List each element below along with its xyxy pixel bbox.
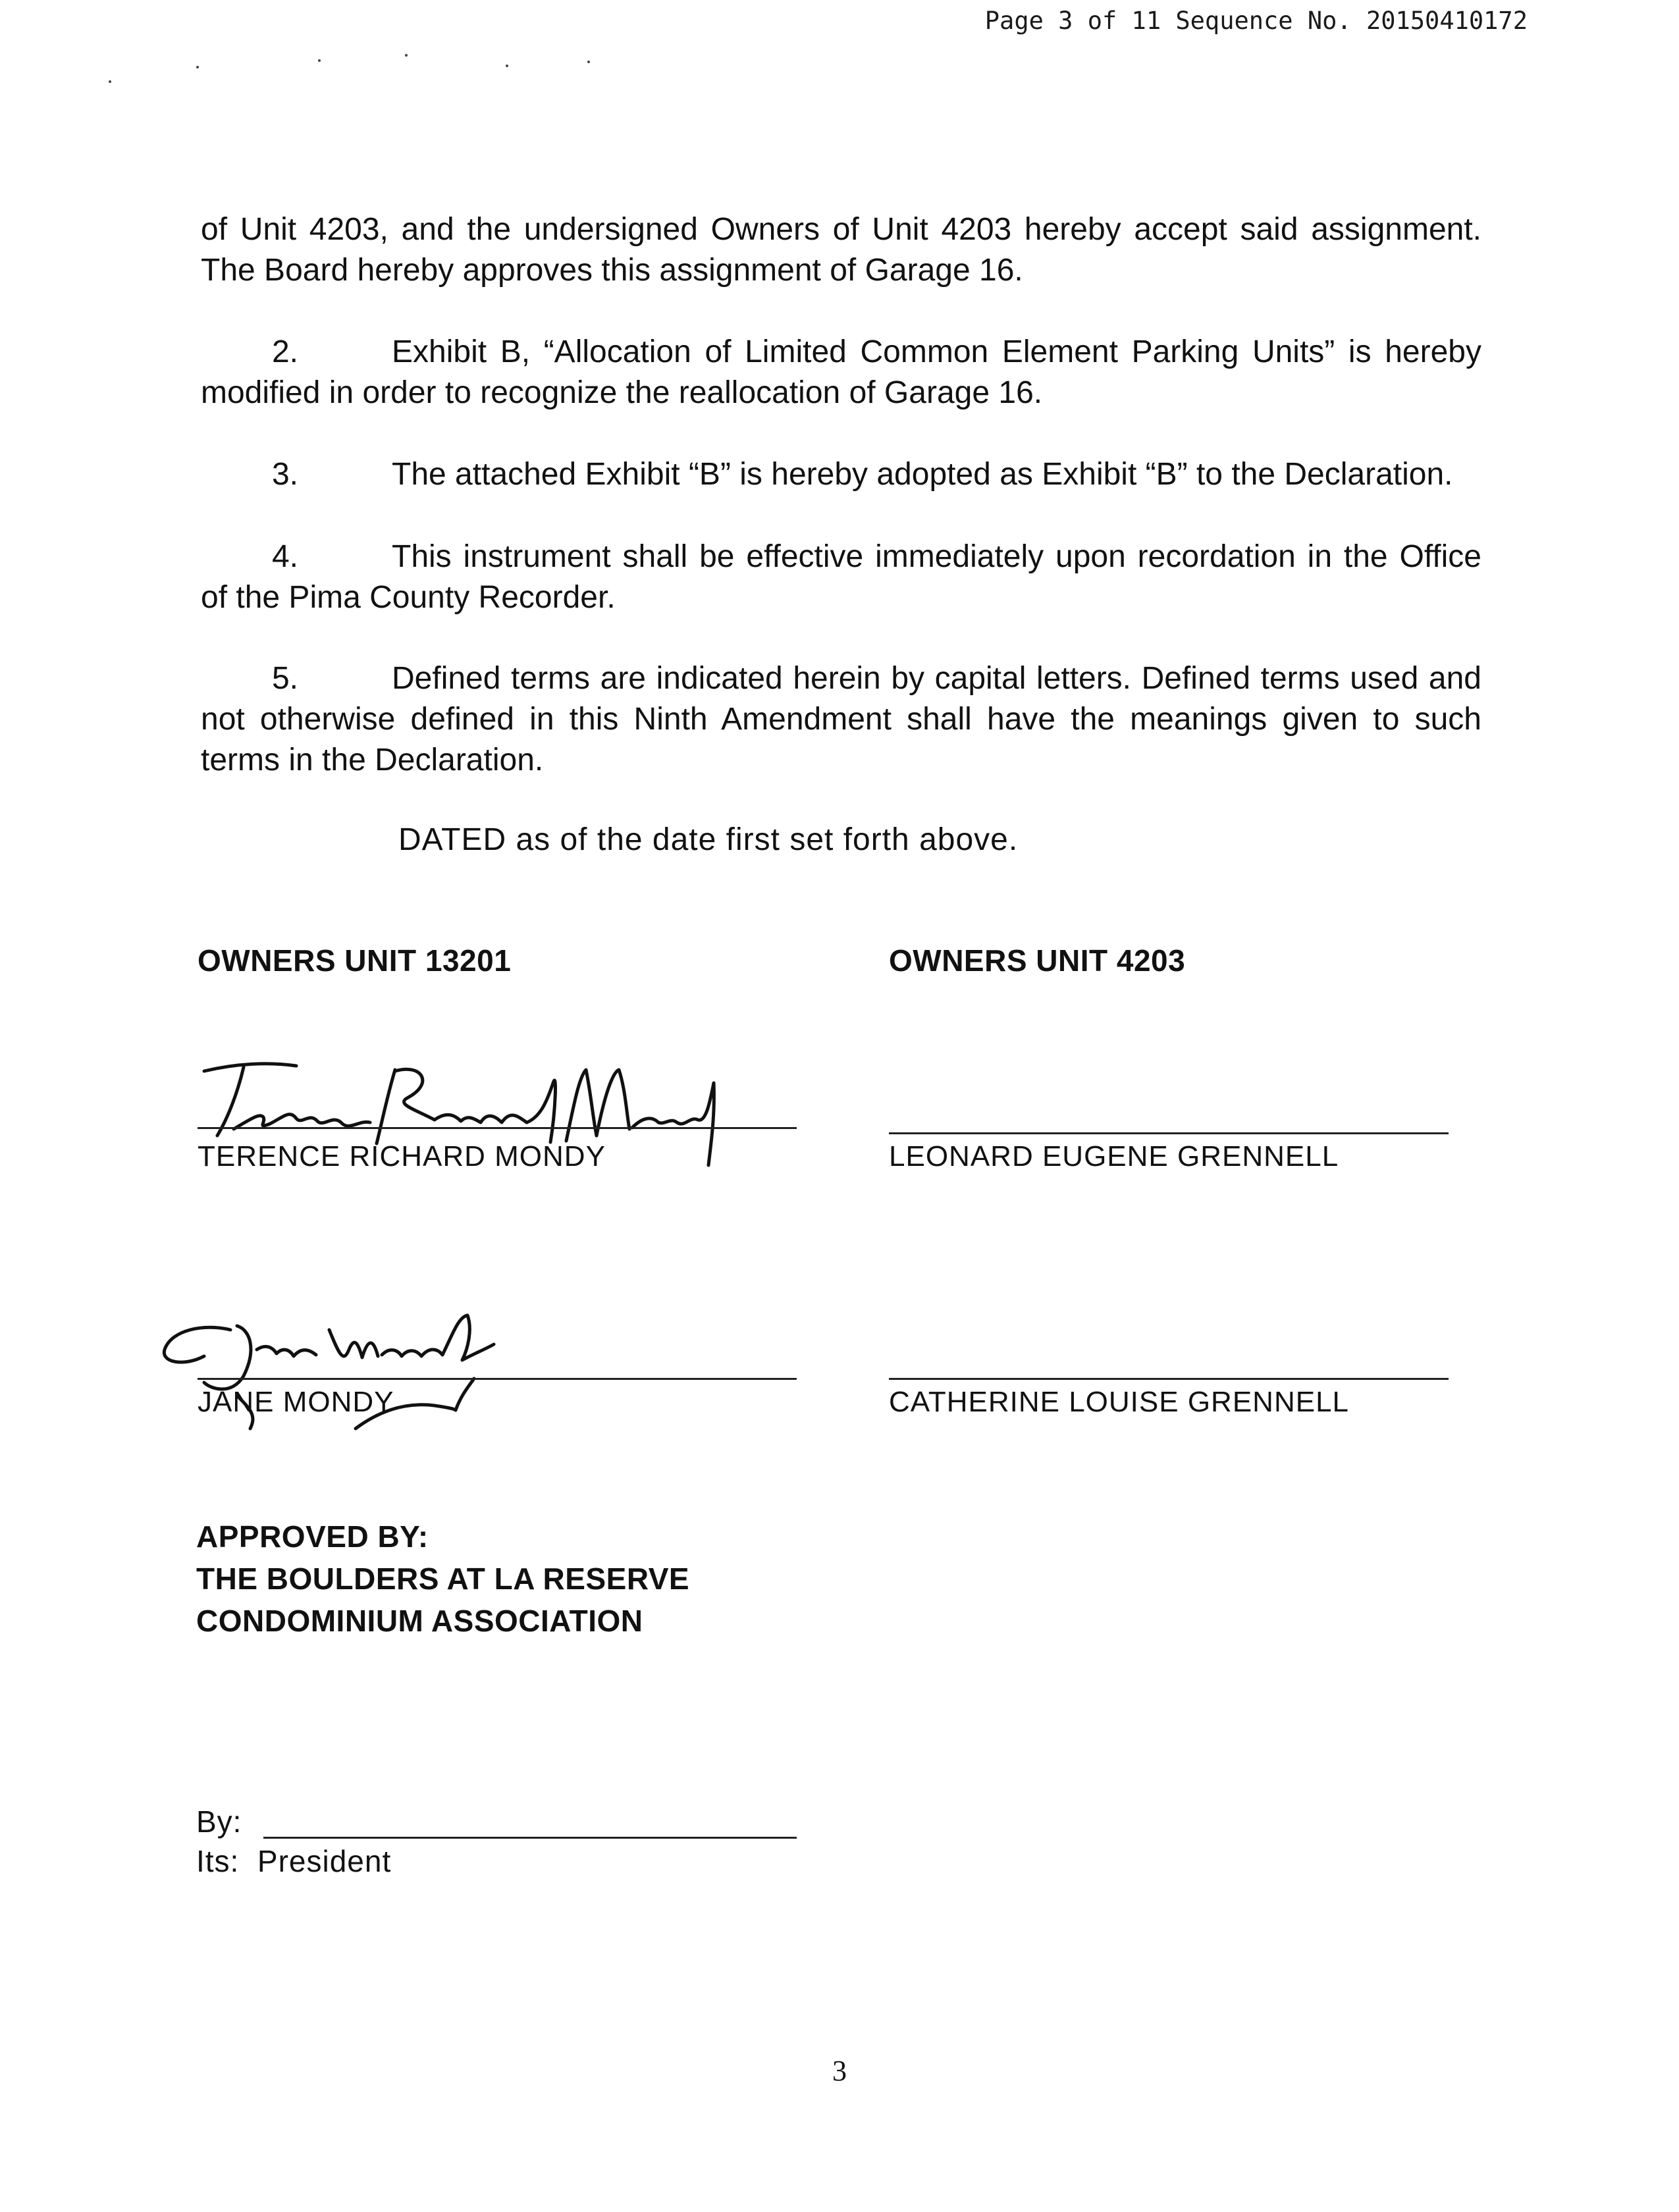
dated-statement: DATED as of the date first set forth above. xyxy=(398,822,1019,857)
jane-mondy-signature xyxy=(158,1310,579,1442)
paragraph-5 xyxy=(201,658,1481,781)
its-president-label: Its: President xyxy=(196,1844,392,1878)
page-sequence-header: Page 3 of 11 Sequence No. 20150410172 xyxy=(984,7,1528,35)
leonard-signature-line xyxy=(889,1132,1449,1134)
jane-signature-line xyxy=(198,1378,797,1380)
paragraph-5-number: 5. xyxy=(271,661,298,696)
paragraph-4-text: This instrument shall be effective immediately upon recordation in the Office of the Pima County Recorder. xyxy=(201,539,1481,615)
scan-speck xyxy=(587,61,590,63)
paragraph-4 xyxy=(201,537,1481,618)
paragraph-3 xyxy=(201,454,1481,495)
paragraph-2 xyxy=(201,332,1481,413)
paragraph-4-number: 4. xyxy=(271,539,298,574)
paragraph-2-text: Exhibit B, “Allocation of Limited Common Element Parking Units” is hereby modified in order to recognize the reallocation of Garage 16. xyxy=(201,334,1481,410)
paragraph-3-number: 3. xyxy=(271,457,298,492)
page-number: 3 xyxy=(832,2055,847,2087)
scan-speck xyxy=(506,65,508,67)
scan-speck xyxy=(318,59,321,62)
association-name-line2: CONDOMINIUM ASSOCIATION xyxy=(196,1604,643,1638)
approved-by-heading: APPROVED BY: xyxy=(196,1519,429,1554)
approval-block xyxy=(196,1515,689,1642)
paragraph-3-text: The attached Exhibit “B” is hereby adopted as Exhibit “B” to the Declaration. xyxy=(392,457,1453,492)
scan-speck xyxy=(109,80,111,83)
catherine-signature-line xyxy=(889,1378,1449,1380)
owners-unit-13201-heading: OWNERS UNIT 13201 xyxy=(198,943,512,978)
leonard-eugene-grennell-name: LEONARD EUGENE GRENNELL xyxy=(889,1140,1339,1172)
scan-speck xyxy=(405,54,408,57)
terence-richard-mondy-name: TERENCE RICHARD MONDY xyxy=(198,1140,606,1172)
scan-speck xyxy=(196,66,199,68)
president-signature-line xyxy=(263,1837,797,1839)
paragraph-5-text: Defined terms are indicated herein by capital letters. Defined terms used and not otherwise defined in this Ninth Amendment shall have the meanings given to such terms in the Declaration. xyxy=(201,661,1481,777)
by-label: By: xyxy=(196,1804,242,1839)
paragraph-2-number: 2. xyxy=(271,334,298,369)
catherine-louise-grennell-name: CATHERINE LOUISE GRENNELL xyxy=(889,1386,1350,1418)
association-name-line1: THE BOULDERS AT LA RESERVE xyxy=(196,1562,690,1596)
terence-signature-line xyxy=(198,1127,797,1129)
continuation-paragraph: of Unit 4203, and the undersigned Owners of Unit 4203 hereby accept said assignment. The Board hereby approves this assignment of Garage 16. xyxy=(201,212,1481,288)
jane-mondy-name: JANE MONDY xyxy=(198,1386,394,1418)
owners-unit-4203-heading: OWNERS UNIT 4203 xyxy=(889,943,1186,978)
